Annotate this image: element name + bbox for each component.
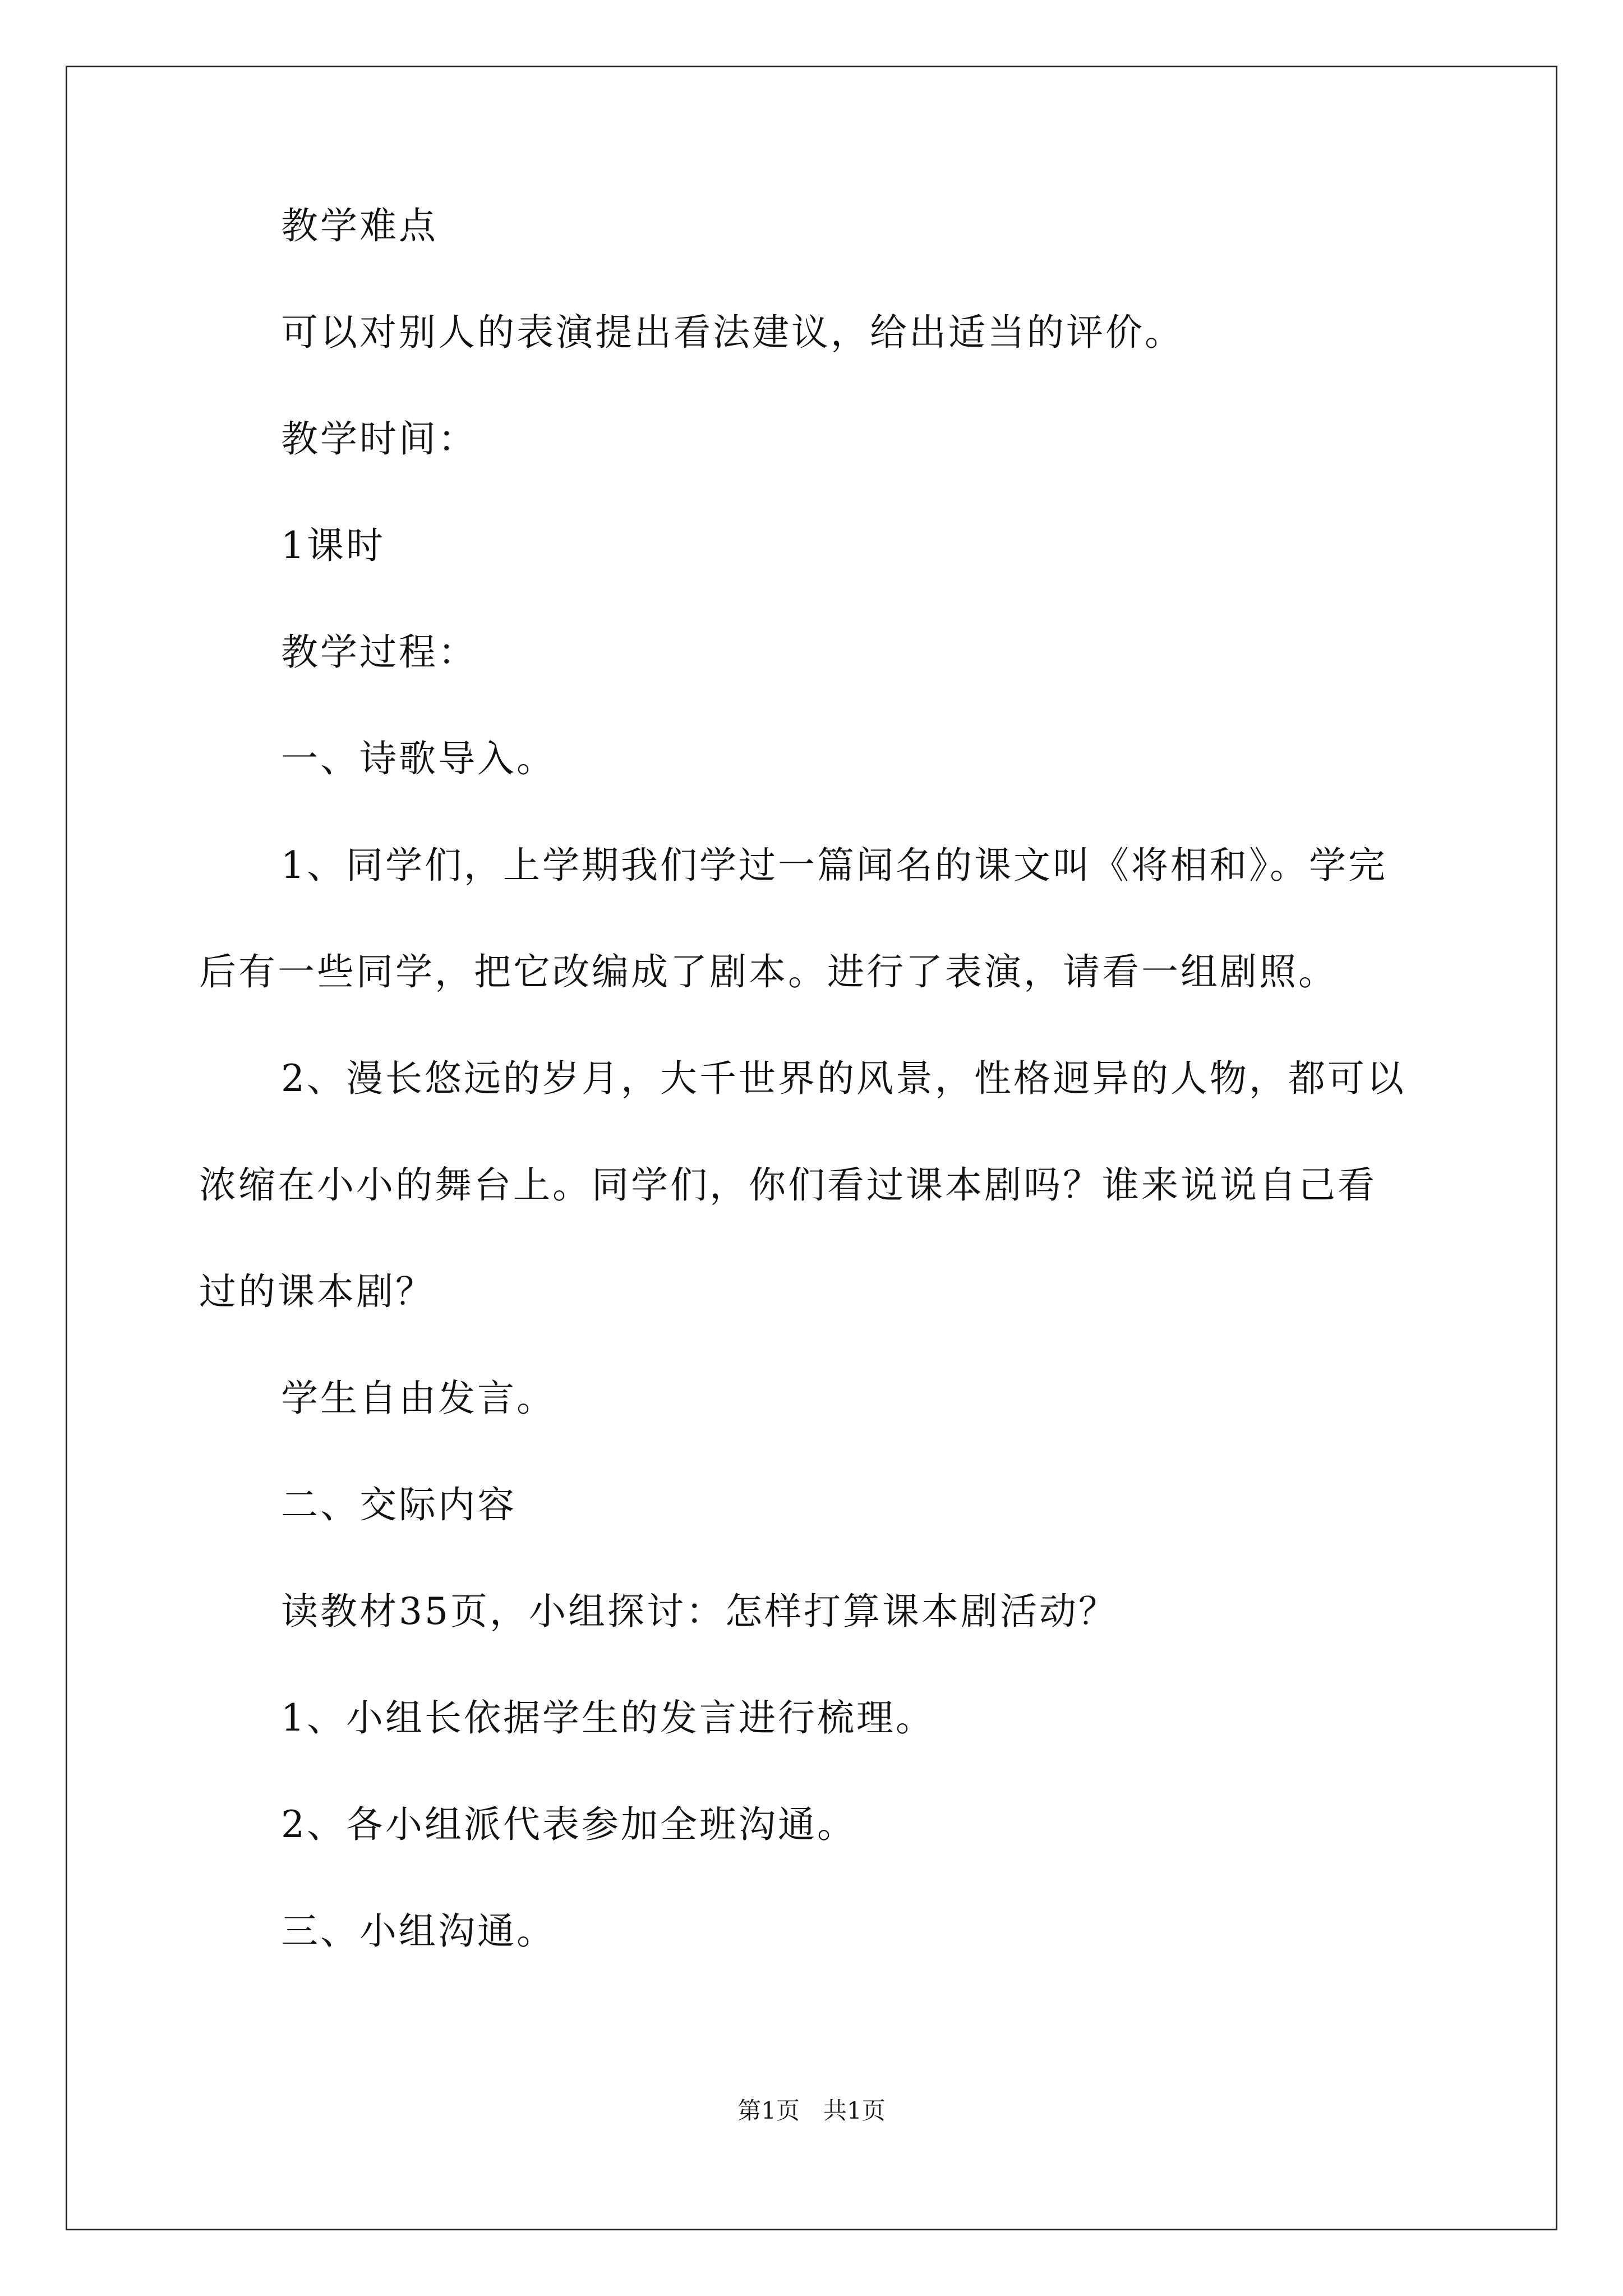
page-number: 第1页 共1页 — [737, 2097, 886, 2124]
section-heading: 一、诗歌导入。 — [281, 737, 556, 780]
paragraph: 学生自由发言。 — [281, 1377, 556, 1420]
section-heading: 二、交际内容 — [281, 1483, 517, 1526]
paragraph: 1、同学们，上学期我们学过一篇闻名的课文叫《将相和》。学完 — [281, 844, 1387, 887]
heading-teaching-time: 教学时间： — [281, 417, 477, 461]
paragraph: 1课时 — [281, 524, 385, 567]
heading-teaching-difficulty: 教学难点 — [281, 204, 438, 247]
paragraph: 可以对别人的表演提出看法建议，给出适当的评价。 — [281, 311, 1184, 354]
paragraph-continuation: 浓缩在小小的舞台上。同学们，你们看过课本剧吗？谁来说说自己看 — [199, 1163, 1377, 1207]
paragraph: 2、漫长悠远的岁月，大千世界的风景，性格迥异的人物，都可以 — [281, 1057, 1406, 1100]
paragraph: 读教材35页，小组探讨：怎样打算课本剧活动？ — [281, 1590, 1118, 1633]
paragraph-continuation: 后有一些同学，把它改编成了剧本。进行了表演，请看一组剧照。 — [199, 950, 1338, 993]
page-frame — [66, 66, 1557, 2230]
paragraph: 2、各小组派代表参加全班沟通。 — [281, 1803, 856, 1846]
paragraph: 1、小组长依据学生的发言进行梳理。 — [281, 1696, 935, 1740]
heading-teaching-process: 教学过程： — [281, 631, 477, 674]
paragraph-continuation: 过的课本剧？ — [199, 1270, 435, 1313]
section-heading: 三、小组沟通。 — [281, 1910, 556, 1953]
